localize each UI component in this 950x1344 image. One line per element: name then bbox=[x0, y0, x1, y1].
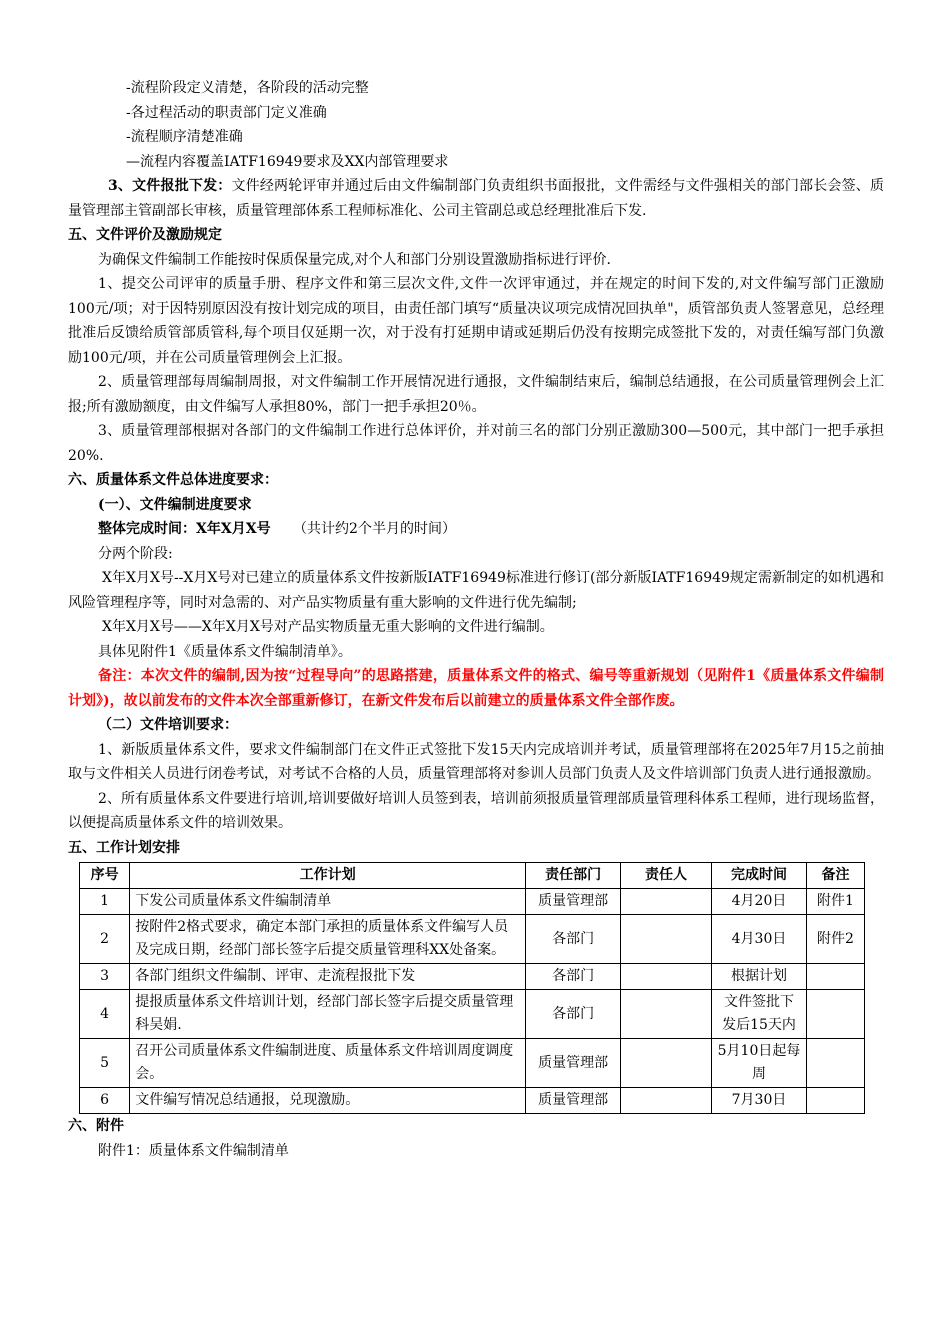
training-item: 2、所有质量体系文件要进行培训,培训要做好培训人员签到表，培训前须报质量管理部质量管理科体系工程师，进行现场监督，以便提高质量体系文件的培训效果。 bbox=[68, 790, 884, 831]
cell-note bbox=[806, 990, 864, 1039]
cell-note: 附件1 bbox=[806, 889, 864, 915]
table-row bbox=[80, 1088, 865, 1114]
criteria-line: -流程顺序清楚准确 bbox=[126, 129, 243, 145]
cell-no: 4 bbox=[80, 990, 130, 1039]
cell-person bbox=[621, 990, 712, 1039]
cell-dept: 质量管理部 bbox=[526, 1088, 621, 1114]
cell-time: 7月30日 bbox=[712, 1088, 807, 1114]
cell-plan: 各部门组织文件编制、评审、走流程报批下发 bbox=[130, 964, 526, 990]
document-page bbox=[68, 76, 884, 1163]
section6-sub2: （二）文件培训要求： bbox=[98, 717, 238, 733]
header-person: 责任人 bbox=[621, 863, 712, 889]
cell-person bbox=[621, 1039, 712, 1088]
completion-label: 整体完成时间：X年X月X号 bbox=[98, 521, 271, 537]
header-no: 序号 bbox=[80, 863, 130, 889]
cell-person bbox=[621, 964, 712, 990]
cell-person bbox=[621, 1088, 712, 1114]
completion-line bbox=[68, 517, 884, 542]
red-note-paragraph: 备注：本次文件的编制,因为按“过程导向”的思路搭建，质量体系文件的格式、编号等重新规划（见附件1《质量体系文件编制计划》)，故以前发布的文件本次全部重新修订，在新文件发布后以前建立的质量体系文件全部作废。 bbox=[68, 668, 884, 709]
table-row bbox=[80, 915, 865, 964]
cell-no: 1 bbox=[80, 889, 130, 915]
section5-item: 2、质量管理部每周编制周报，对文件编制工作开展情况进行通报，文件编制结束后，编制总结通报，在公司质量管理例会上汇报;所有激励额度，由文件编写人承担80%，部门一把手承担20％。 bbox=[68, 374, 884, 415]
release-text: 文件经两轮评审并通过后由文件编制部门负责组织书面报批，文件需经与文件强相关的部门部长会签、质量管理部主管副部长审核，质量管理部体系工程师标准化、公司主管副总或总经理批准后下发. bbox=[68, 178, 884, 219]
cell-plan: 提报质量体系文件培训计划，经部门部长签字后提交质量管理科吴娟. bbox=[130, 990, 526, 1039]
table-row bbox=[80, 1039, 865, 1088]
phase1-paragraph: X年X月X号--X月X号对已建立的质量体系文件按新版IATF16949标准进行修订(部分新版IATF16949规定需新制定的如机遇和风险管理程序等，同时对急需的、对产品实物质量有重大影响的文件进行优先编制; bbox=[68, 570, 884, 611]
cell-plan: 召开公司质量体系文件编制进度、质量体系文件培训周度调度会。 bbox=[130, 1039, 526, 1088]
cell-time: 根据计划 bbox=[712, 964, 807, 990]
table-row bbox=[80, 889, 865, 915]
cell-plan: 文件编写情况总结通报，兑现激励。 bbox=[130, 1088, 526, 1114]
criteria-line: -各过程活动的职责部门定义准确 bbox=[126, 104, 327, 121]
section5-title: 五、文件评价及激励规定 bbox=[68, 227, 222, 243]
cell-note bbox=[806, 1088, 864, 1114]
header-plan: 工作计划 bbox=[130, 863, 526, 889]
release-paragraph bbox=[68, 174, 884, 223]
section5-item: 1、提交公司评审的质量手册、程序文件和第三层次文件,文件一次评审通过，并在规定的时间下发的,对文件编写部门正激励100元/项；对于因特别原因没有按计划完成的项目，由责任部门填写“质量决议项完成情况回执单"，质管部负责人签署意见，总经理批准后反馈给质管部质管科,每个项目仅延期一次，对于没有打延期申请或延期后仍没有按期完成签批下发的，对责任编写部门负激励100元/项，并在公司质量管理例会上汇报。 bbox=[68, 276, 884, 366]
cell-time: 4月20日 bbox=[712, 889, 807, 915]
release-label: 3、文件报批下发： bbox=[108, 178, 232, 194]
cell-dept: 各部门 bbox=[526, 964, 621, 990]
cell-note bbox=[806, 964, 864, 990]
cell-no: 5 bbox=[80, 1039, 130, 1088]
see-attachment-line: 具体见附件1《质量体系文件编制清单》。 bbox=[98, 643, 352, 660]
header-dept: 责任部门 bbox=[526, 863, 621, 889]
completion-note: （共计约2个半月的时间） bbox=[293, 521, 456, 537]
work-plan-table bbox=[79, 862, 865, 1114]
attachments-title: 六、附件 bbox=[68, 1118, 124, 1134]
table-row bbox=[80, 990, 865, 1039]
cell-time: 4月30日 bbox=[712, 915, 807, 964]
section5-intro: 为确保文件编制工作能按时保质保量完成,对个人和部门分别设置激励指标进行评价. bbox=[98, 251, 611, 268]
section6-title: 六、质量体系文件总体进度要求： bbox=[68, 472, 278, 488]
plan-title: 五、工作计划安排 bbox=[68, 839, 180, 856]
header-time: 完成时间 bbox=[712, 863, 807, 889]
training-item: 1、新版质量体系文件，要求文件编制部门在文件正式签批下发15天内完成培训并考试，质量管理部将在2025年7月15之前抽取与文件相关人员进行闭卷考试，对考试不合格的人员，质量管理部将对参训人员部门负责人及文件培训部门负责人进行通报激励。 bbox=[68, 741, 884, 782]
cell-dept: 质量管理部 bbox=[526, 1039, 621, 1088]
cell-note bbox=[806, 1039, 864, 1088]
cell-time: 5月10日起每周 bbox=[712, 1039, 807, 1088]
criteria-line: —流程内容覆盖IATF16949要求及XX内部管理要求 bbox=[126, 153, 449, 170]
header-note: 备注 bbox=[806, 863, 864, 889]
table-row bbox=[80, 964, 865, 990]
section6-sub1: (一）、文件编制进度要求 bbox=[98, 496, 252, 513]
cell-no: 2 bbox=[80, 915, 130, 964]
cell-no: 3 bbox=[80, 964, 130, 990]
criteria-line: -流程阶段定义清楚，各阶段的活动完整 bbox=[126, 80, 369, 96]
cell-dept: 质量管理部 bbox=[526, 889, 621, 915]
cell-person bbox=[621, 915, 712, 964]
phase2-line: X年X月X号——X年X月X号对产品实物质量无重大影响的文件进行编制。 bbox=[102, 619, 554, 635]
cell-dept: 各部门 bbox=[526, 990, 621, 1039]
cell-plan: 下发公司质量体系文件编制清单 bbox=[130, 889, 526, 915]
cell-no: 6 bbox=[80, 1088, 130, 1114]
cell-person bbox=[621, 889, 712, 915]
cell-dept: 各部门 bbox=[526, 915, 621, 964]
section5-item: 3、质量管理部根据对各部门的文件编制工作进行总体评价，并对前三名的部门分别正激励300—500元，其中部门一把手承担20%. bbox=[68, 423, 884, 464]
cell-note: 附件2 bbox=[806, 915, 864, 964]
cell-plan: 按附件2格式要求，确定本部门承担的质量体系文件编写人员及完成日期，经部门部长签字后提交质量管理科XX处备案。 bbox=[130, 915, 526, 964]
table-header-row bbox=[80, 863, 865, 889]
attachment-item: 附件1：质量体系文件编制清单 bbox=[98, 1142, 289, 1159]
phases-intro: 分两个阶段: bbox=[98, 545, 173, 562]
cell-time: 文件签批下发后15天内 bbox=[712, 990, 807, 1039]
